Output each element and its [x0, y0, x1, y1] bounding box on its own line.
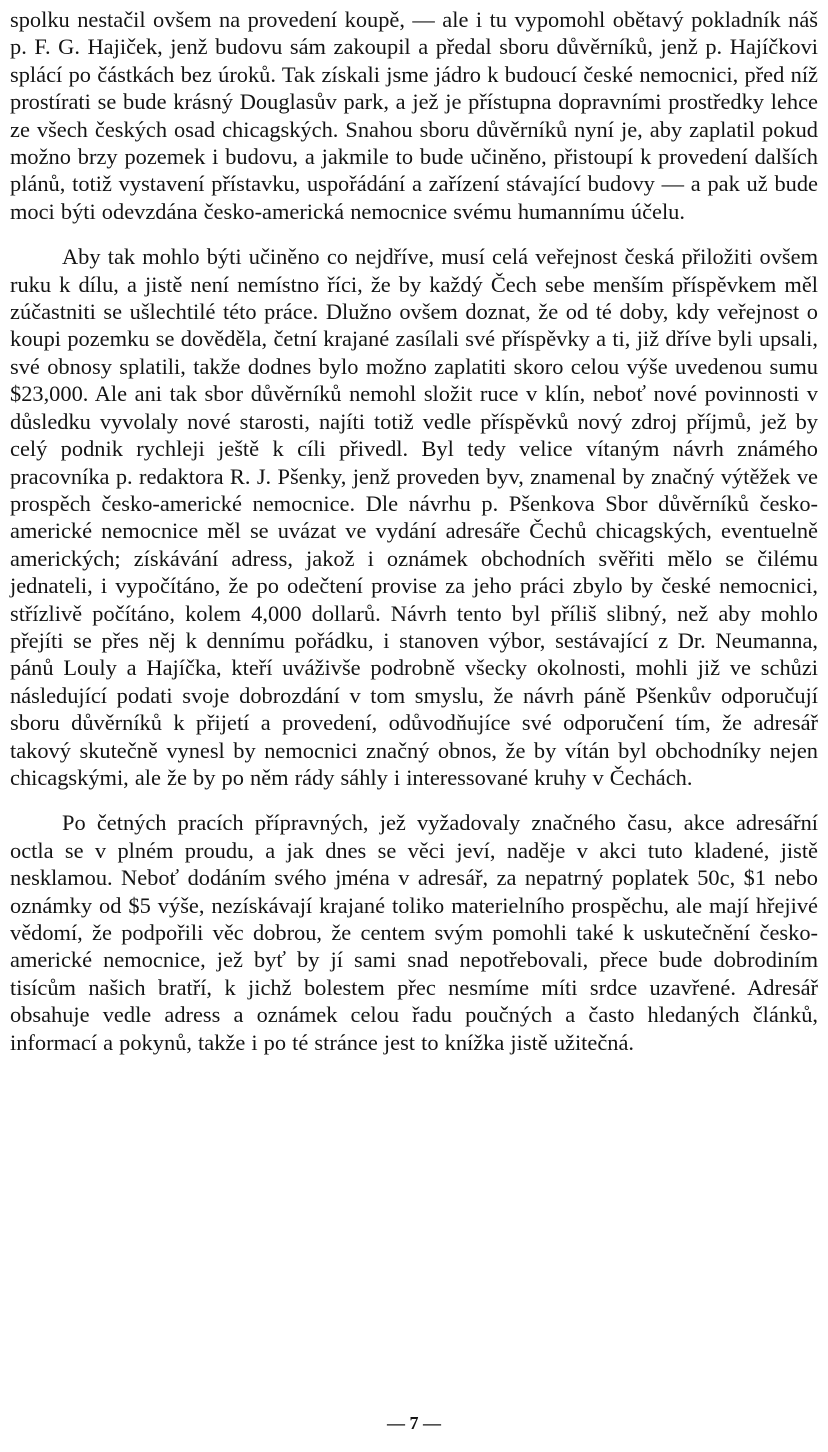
paragraph: spolku nestačil ovšem na provedení koupě, — ale i tu vypomohl obětavý pokladník náš p. F. G. Hajiček, jenž budovu sám zakoupil a předal sboru důvěrníků, jenž p. Hajíčkovi splácí po částkách bez úroků. Tak získali jsme jádro k budoucí české nemocnici, před níž prostírati se bude krásný Douglasův park, a jež je přístupna dopravními prostředky lehce ze všech českých osad chicagských. Snahou sboru důvěrníků nyní je, aby zaplatil pokud možno brzy pozemek i budovu, a jakmile to bude učiněno, přistoupí k provedení dalších plánů, totiž vystavení přístavku, uspořádání a zařízení stávající budovy — a pak už bude moci býti odevzdána česko-americká nemocnice svému humannímu účelu.: [10, 7, 818, 224]
document-page: [10, 6, 818, 1056]
page-number: — 7 —: [387, 1413, 441, 1433]
paragraph: Aby tak mohlo býti učiněno co nejdříve, musí celá veřejnost česká přiložiti ovšem ruku k dílu, a jistě není nemístno říci, že by každý Čech sebe menším příspěvkem měl zúčastniti se ušlechtilé této práce. Dlužno ovšem doznat, že od té doby, kdy veřejnost o koupi pozemku se dověděla, četní krajané zasílali své příspěvky a ti, již dříve byli upsali, své obnosy splatili, takže dodnes bylo možno zaplatiti skoro celou výše uvedenou sumu $23,000. Ale ani tak sbor důvěrníků nemohl složit ruce v klín, neboť nové povinnosti v důsledku vyvolaly nové starosti, najíti totiž vedle příspěvků nový zdroj příjmů, jež by celý podnik rychleji ještě k cíli přivedl. Byl tedy velice vítaným návrh známého pracovníka p. redaktora R. J. Pšenky, jenž proveden byv, znamenal by značný výtěžek ve prospěch česko-americké nemocnice. Dle návrhu p. Pšenkova Sbor důvěrníků česko-americké nemocnice měl se uvázat ve vydání adresáře Čechů chicagských, eventuelně amerických; získávání adress, jakož i oznámek obchodních svěřiti mělo se čilému jednateli, i vypočítáno, že po odečtení provise za jeho práci zbylo by české nemocnici, střízlivě počítáno, kolem 4,000 dollarů. Návrh tento byl příliš slibný, než aby mohlo přejíti se přes něj k dennímu pořádku, i stanoven výbor, sestávající z Dr. Neumanna, pánů Louly a Hajíčka, kteří uváživše podrobně všecky okolnosti, mohli již ve schůzi následující podati svoje dobrozdání v tom smyslu, že návrh páně Pšenkův odporučují sboru důvěrníků k přijetí a provedení, odůvodňujíce své odporučení tím, že adresář takový skutečně vynesl by nemocnici značný obnos, že by vítán byl obchodníky nejen chicagskými, ale že by po něm rády sáhly i interessované kruhy v Čechách.: [10, 244, 818, 790]
paragraph: Po četných pracích přípravných, jež vyžadovaly značného času, akce adresářní octla se v plném proudu, a jak dnes se věci jeví, naděje v akci tuto kladené, jistě nesklamou. Neboť dodáním svého jména v adresář, za nepatrný poplatek 50c, $1 nebo oznámky od $5 výše, nezískávají krajané toliko materielního prospěchu, ale mají hřejivé vědomí, že podpořili věc dobrou, že centem svým pomohli také k uskutečnění česko-americké nemocnice, jež byť by jí sami snad nepotřebovali, přece bude dobrodiním tisícům našich bratří, k jichž bolestem přec nesmíme míti srdce uzavřené. Adresář obsahuje vedle adress a oznámek celou řadu poučných a často hledaných článků, informací a pokynů, takže i po té stránce jest to knížka jistě užitečná.: [10, 810, 818, 1055]
